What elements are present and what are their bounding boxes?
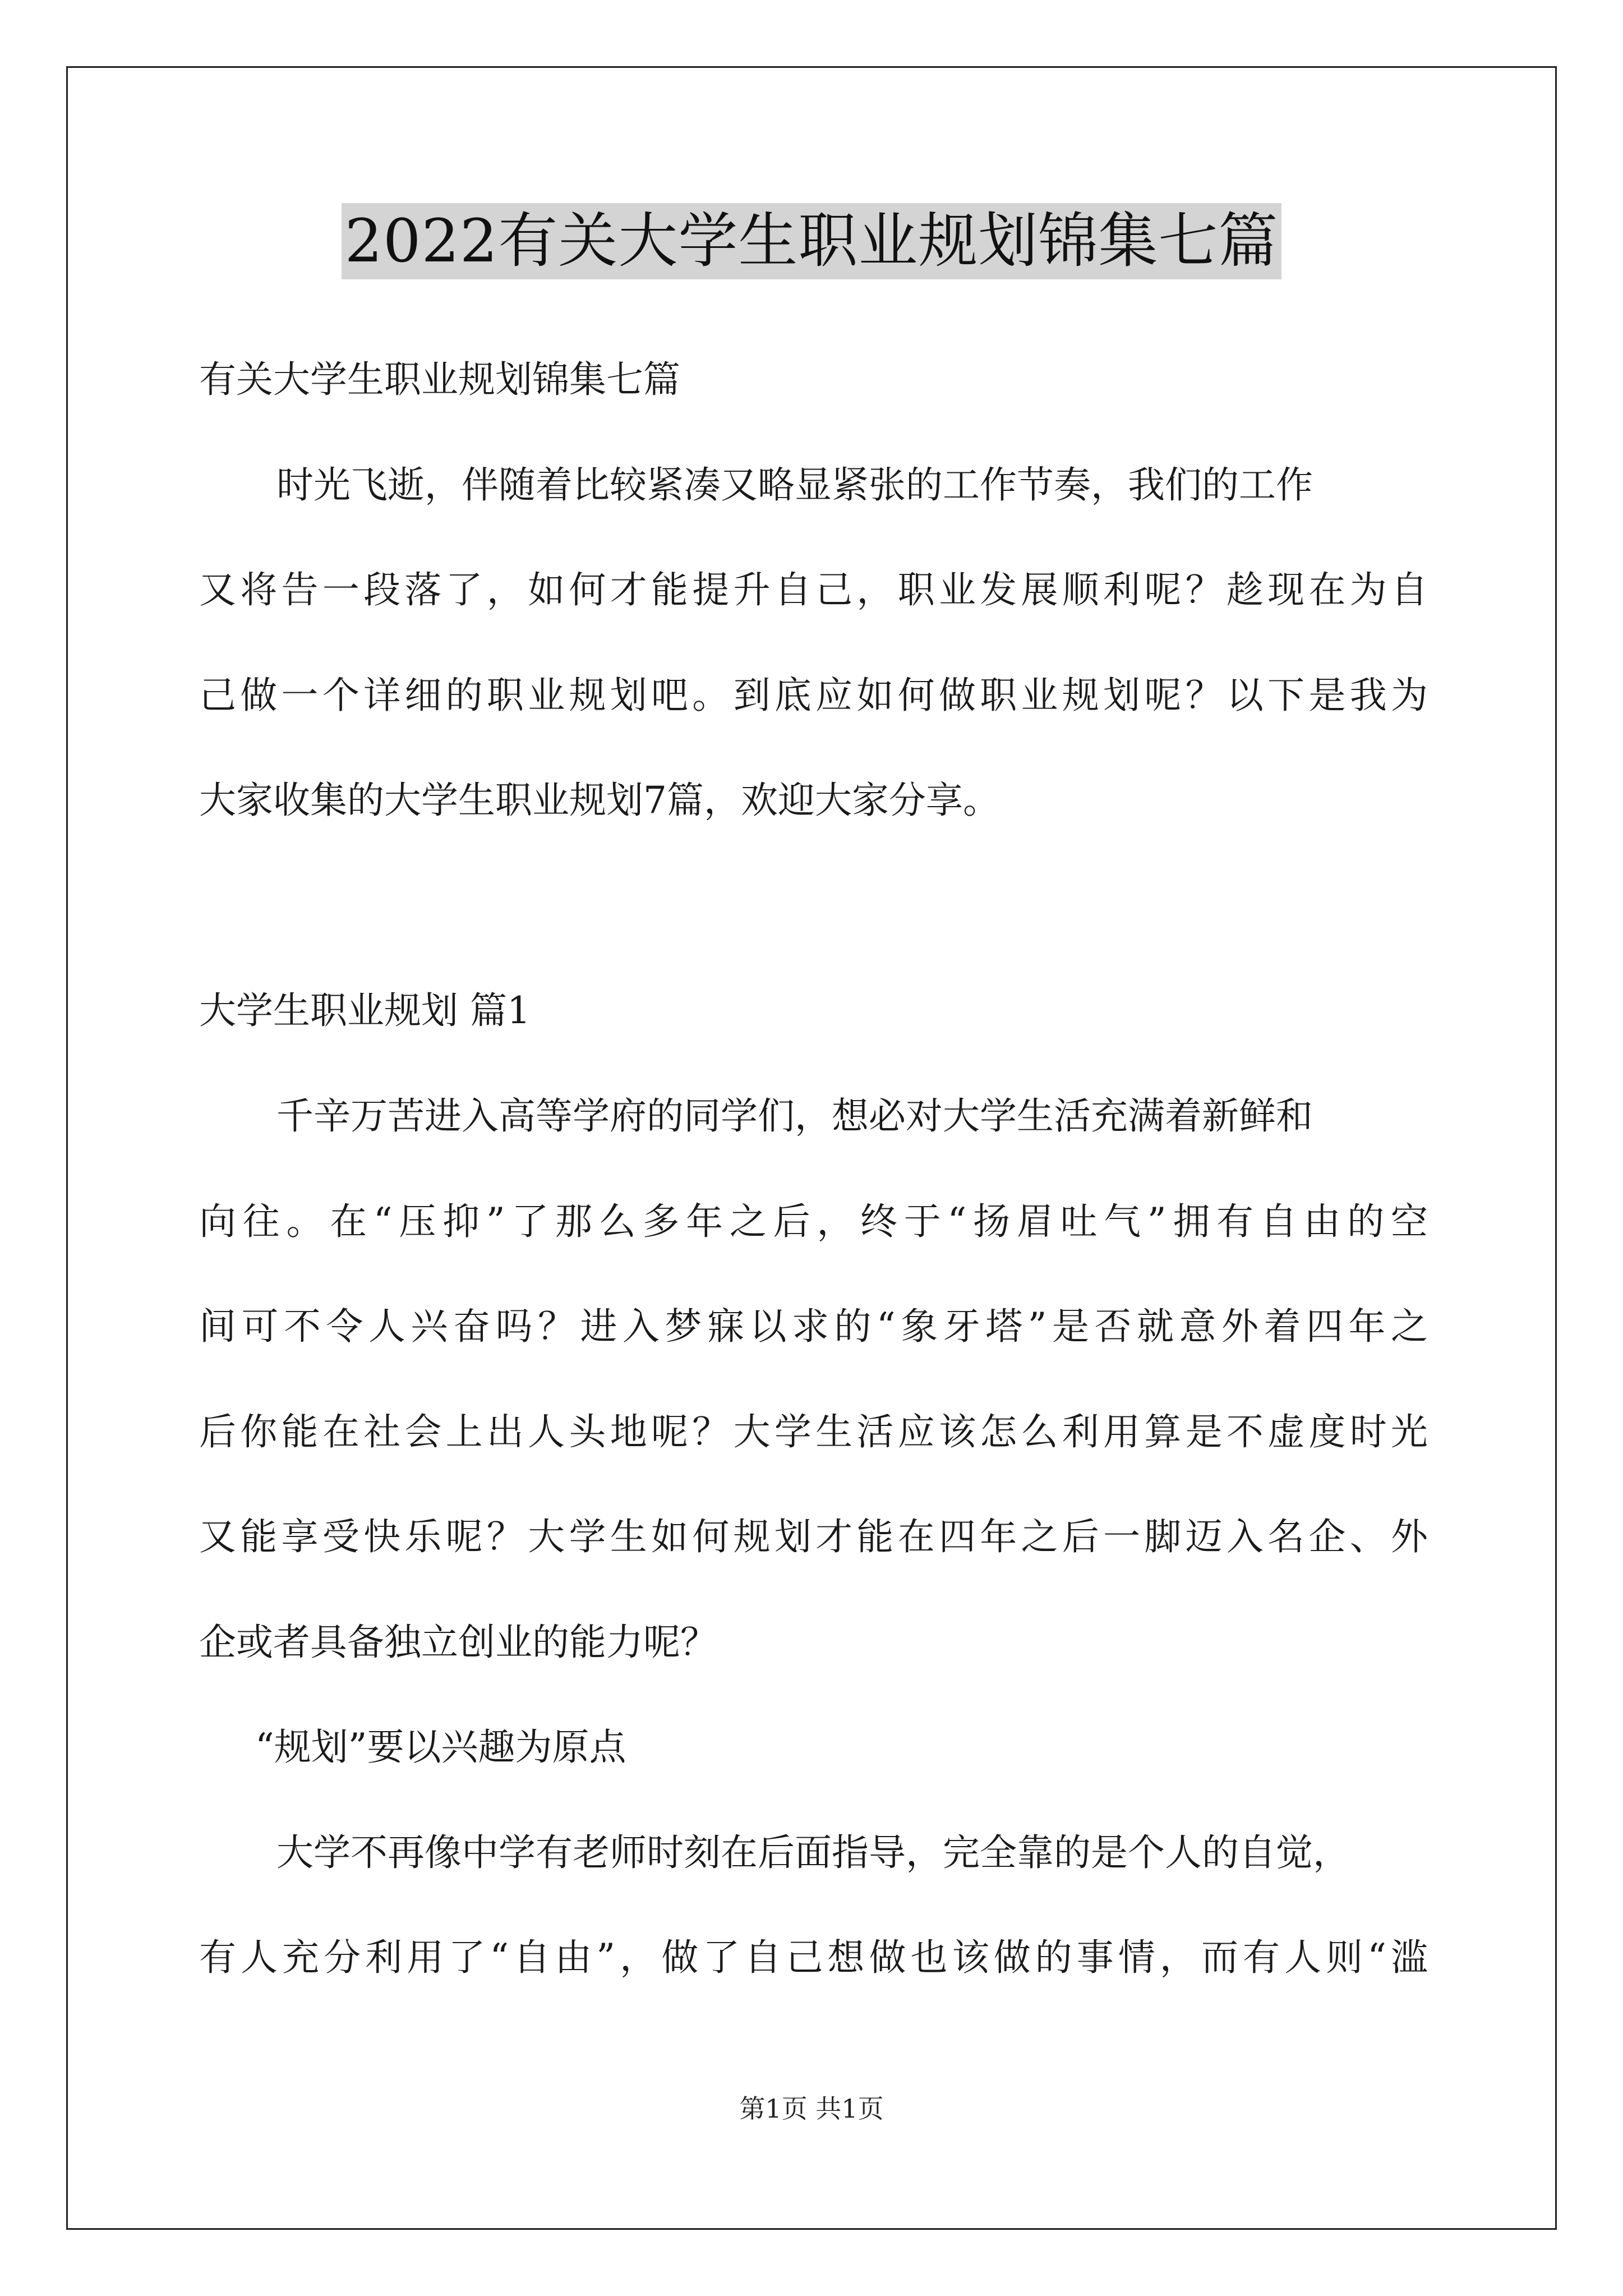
subheading-line: “规划”要以兴趣为原点 [255,1726,626,1769]
body-paragraph-line: 有人充分利用了“自由”，做了自己想做也该做的事情，而有人则“滥 [199,1936,1428,1979]
intro-paragraph-line: 又将告一段落了，如何才能提升自己，职业发展顺利呢？趁现在为自 [199,568,1428,611]
body-paragraph-line: 向往。在“压抑”了那么多年之后，终于“扬眉吐气”拥有自由的空 [199,1200,1428,1243]
document-title: 2022有关大学生职业规划锦集七篇 [342,203,1282,279]
intro-paragraph-line: 己做一个详细的职业规划吧。到底应如何做职业规划呢？以下是我为 [199,674,1428,717]
page-footer: 第1页 共1页 [739,2093,884,2124]
section-heading: 大学生职业规划 篇1 [199,989,531,1032]
intro-paragraph-line: 大家收集的大学生职业规划7篇，欢迎大家分享。 [199,779,1000,822]
body-paragraph-line: 后你能在社会上出人头地呢？大学生活应该怎么利用算是不虚度时光 [199,1410,1428,1453]
title-container [0,203,1623,279]
body-paragraph-line: 大学不再像中学有老师时刻在后面指导，完全靠的是个人的自觉， [276,1831,1350,1874]
body-paragraph-line: 企或者具备独立创业的能力呢？ [199,1621,717,1664]
body-paragraph-line: 间可不令人兴奋吗？进入梦寐以求的“象牙塔”是否就意外着四年之 [199,1305,1428,1348]
body-paragraph-line: 千辛万苦进入高等学府的同学们，想必对大学生活充满着新鲜和 [276,1094,1313,1138]
intro-paragraph-line: 时光飞逝，伴随着比较紧凑又略显紧张的工作节奏，我们的工作 [276,463,1313,507]
subtitle-line: 有关大学生职业规划锦集七篇 [199,358,680,401]
body-paragraph-line: 又能享受快乐呢？大学生如何规划才能在四年之后一脚迈入名企、外 [199,1515,1428,1558]
